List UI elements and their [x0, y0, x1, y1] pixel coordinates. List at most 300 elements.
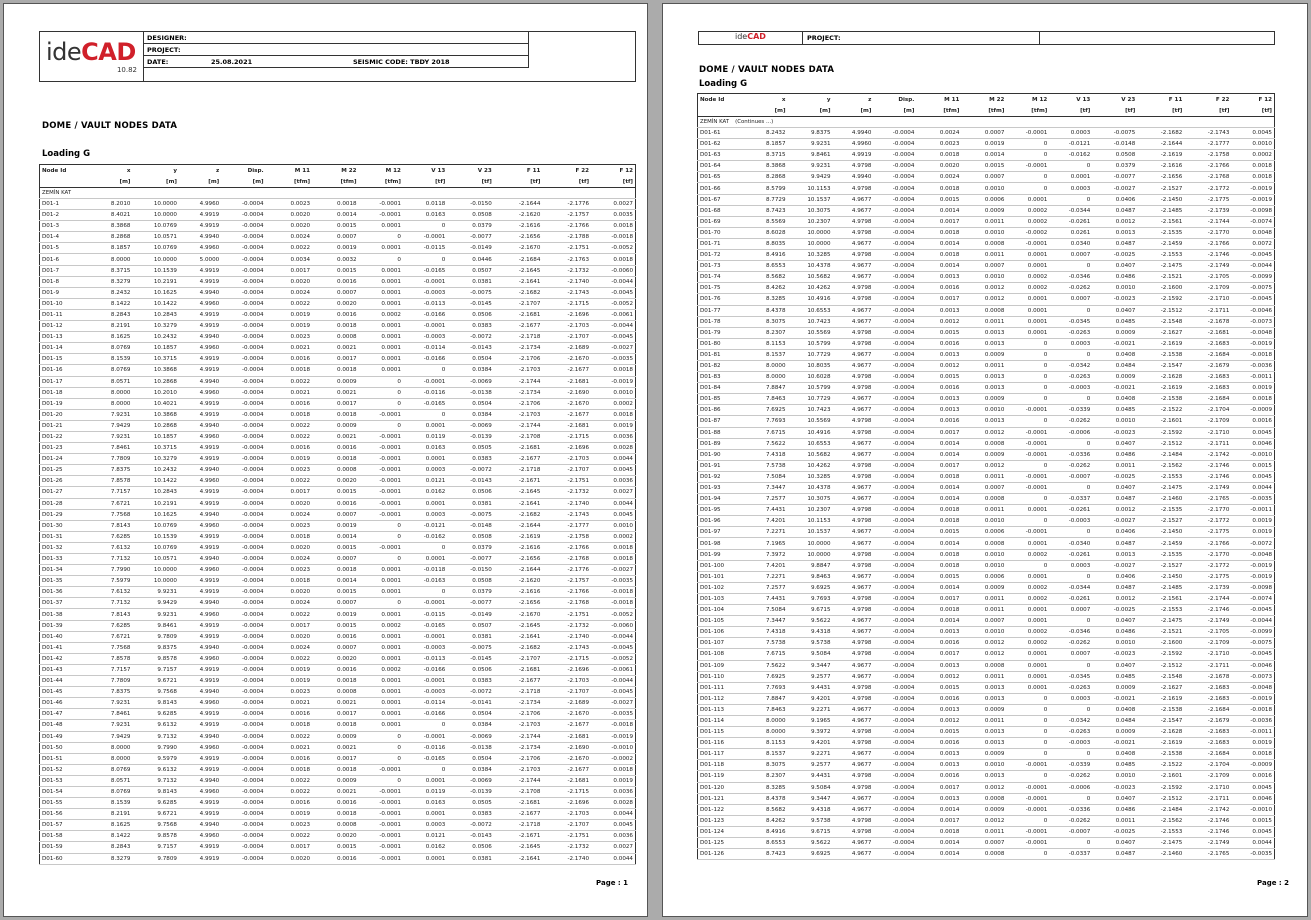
table-row: [698, 815, 1275, 826]
value-cell: -0.0099: [1231, 627, 1274, 638]
column-unit: [tfm]: [1006, 105, 1049, 117]
value-cell: 0.0505: [447, 443, 493, 454]
value-cell: 0.0507: [447, 620, 493, 631]
value-cell: -0.0001: [359, 431, 403, 442]
value-cell: 0.0383: [447, 809, 493, 820]
value-cell: 0.0008: [961, 538, 1006, 549]
value-cell: 4.9798: [833, 516, 874, 527]
value-cell: -2.1670: [542, 709, 591, 720]
value-cell: -2.1710: [1184, 427, 1231, 438]
table-row: [40, 653, 636, 664]
date-value: 25.08.2021: [211, 58, 253, 66]
date-row: [143, 56, 528, 68]
value-cell: -2.1739: [1184, 582, 1231, 593]
value-cell: 7.6285: [90, 531, 132, 542]
value-cell: 0: [359, 742, 403, 753]
value-cell: 4.9798: [833, 471, 874, 482]
value-cell: -2.1547: [1137, 360, 1184, 371]
value-cell: 0: [1049, 305, 1092, 316]
value-cell: -2.1677: [542, 720, 591, 731]
column-header: F 11: [494, 165, 543, 177]
value-cell: 0.0072: [1231, 238, 1274, 249]
table-row: [40, 365, 636, 376]
value-cell: -0.0263: [1049, 327, 1092, 338]
value-cell: 0.0013: [916, 272, 961, 283]
value-cell: 10.1153: [788, 183, 833, 194]
value-cell: 8.0000: [747, 372, 788, 383]
node-id-cell: D01-110: [698, 671, 747, 682]
value-cell: -0.0004: [221, 565, 265, 576]
value-cell: 0: [1006, 183, 1049, 194]
value-cell: -0.0004: [873, 405, 916, 416]
value-cell: 10.5799: [788, 383, 833, 394]
value-cell: -2.1512: [1137, 660, 1184, 671]
value-cell: 0.0045: [1231, 826, 1274, 837]
value-cell: 7.6132: [90, 542, 132, 553]
value-cell: -0.0045: [1231, 294, 1274, 305]
value-cell: -2.1670: [494, 609, 543, 620]
value-cell: -0.0001: [359, 509, 403, 520]
value-cell: 8.3279: [90, 853, 132, 864]
value-cell: 0.0163: [403, 210, 447, 221]
value-cell: 0.0019: [961, 139, 1006, 150]
value-cell: 4.9919: [179, 354, 221, 365]
node-id-cell: D01-41: [40, 642, 91, 653]
value-cell: 7.6715: [747, 427, 788, 438]
value-cell: 0.0011: [961, 360, 1006, 371]
value-cell: 0.0010: [961, 627, 1006, 638]
value-cell: -0.0098: [1231, 205, 1274, 216]
value-cell: 0.0016: [916, 693, 961, 704]
value-cell: 0.0015: [1231, 460, 1274, 471]
value-cell: 0.0506: [447, 664, 493, 675]
value-cell: 7.8461: [90, 709, 132, 720]
value-cell: 0.0015: [916, 727, 961, 738]
value-cell: -0.0035: [591, 354, 635, 365]
value-cell: -2.1775: [1184, 571, 1231, 582]
value-cell: 0.0012: [916, 715, 961, 726]
value-cell: -2.1706: [494, 398, 543, 409]
value-cell: 9.4201: [788, 693, 833, 704]
value-cell: -2.1460: [1137, 494, 1184, 505]
node-id-cell: D01-86: [698, 405, 747, 416]
value-cell: -2.1690: [542, 742, 591, 753]
value-cell: 10.3075: [788, 494, 833, 505]
value-cell: 0.0009: [312, 731, 358, 742]
value-cell: 0: [359, 775, 403, 786]
value-cell: 7.9231: [90, 409, 132, 420]
value-cell: 0.0407: [1092, 793, 1137, 804]
value-cell: -2.1742: [1184, 804, 1231, 815]
value-cell: -2.1684: [494, 254, 543, 265]
table-row: [40, 332, 636, 343]
value-cell: -0.0004: [873, 793, 916, 804]
value-cell: -0.0004: [873, 205, 916, 216]
value-cell: -2.1548: [1137, 671, 1184, 682]
value-cell: 0.0015: [312, 542, 358, 553]
value-cell: -0.0004: [873, 538, 916, 549]
value-cell: 4.9798: [833, 283, 874, 294]
value-cell: 0.0048: [1231, 227, 1274, 238]
value-cell: 4.9798: [833, 593, 874, 604]
value-cell: -0.0345: [1049, 671, 1092, 682]
value-cell: 0.0485: [1092, 671, 1137, 682]
loading-label: Loading G: [42, 149, 91, 159]
value-cell: 0.0381: [447, 276, 493, 287]
value-cell: 9.9231: [788, 139, 833, 150]
value-cell: -0.0036: [1231, 360, 1274, 371]
value-cell: 0.0017: [916, 460, 961, 471]
value-cell: 0.0010: [961, 560, 1006, 571]
value-cell: 0.0008: [961, 494, 1006, 505]
value-cell: 4.9940: [179, 420, 221, 431]
value-cell: 8.0000: [747, 715, 788, 726]
value-cell: -2.1628: [1137, 372, 1184, 383]
value-cell: 0.0407: [1092, 660, 1137, 671]
node-id-cell: D01-55: [40, 798, 91, 809]
value-cell: -2.1681: [542, 376, 591, 387]
value-cell: 0.0504: [447, 709, 493, 720]
value-cell: 0.0023: [266, 199, 312, 210]
value-cell: 0.0408: [1092, 394, 1137, 405]
value-cell: -0.0165: [403, 265, 447, 276]
value-cell: -2.1535: [1137, 227, 1184, 238]
value-cell: 0.0018: [312, 199, 358, 210]
value-cell: -2.1679: [1184, 360, 1231, 371]
value-cell: -0.0263: [1049, 727, 1092, 738]
value-cell: 0.0011: [961, 715, 1006, 726]
value-cell: 10.4916: [788, 427, 833, 438]
value-cell: -2.1670: [542, 753, 591, 764]
value-cell: -2.1710: [1184, 294, 1231, 305]
value-cell: 10.1625: [132, 509, 178, 520]
value-cell: 0.0407: [1092, 483, 1137, 494]
value-cell: -2.1742: [1184, 449, 1231, 460]
table-row: [40, 498, 636, 509]
node-id-cell: D01-117: [698, 749, 747, 760]
value-cell: 0.0007: [961, 128, 1006, 139]
value-cell: 0.0012: [961, 782, 1006, 793]
value-cell: 0.0017: [312, 753, 358, 764]
value-cell: 0.0007: [312, 598, 358, 609]
table-row: [698, 538, 1275, 549]
value-cell: 0.0407: [1092, 261, 1137, 272]
value-cell: -2.1682: [494, 287, 543, 298]
value-cell: 0.0021: [312, 431, 358, 442]
value-cell: 4.9677: [833, 238, 874, 249]
value-cell: 4.9798: [833, 682, 874, 693]
value-cell: -2.1715: [542, 298, 591, 309]
value-cell: 10.0769: [132, 542, 178, 553]
value-cell: 4.9798: [833, 505, 874, 516]
value-cell: -0.0004: [221, 443, 265, 454]
value-cell: -0.0075: [447, 509, 493, 520]
value-cell: 8.3868: [747, 161, 788, 172]
table-row: [40, 199, 636, 210]
value-cell: -2.1678: [1184, 671, 1231, 682]
value-cell: -0.0001: [1006, 760, 1049, 771]
value-cell: -0.0018: [591, 587, 635, 598]
value-cell: 7.6132: [90, 587, 132, 598]
value-cell: 9.9429: [788, 172, 833, 183]
table-row: [40, 587, 636, 598]
value-cell: 0.0003: [1049, 128, 1092, 139]
value-cell: -2.1768: [542, 554, 591, 565]
value-cell: -2.1681: [542, 731, 591, 742]
value-cell: 7.2271: [747, 527, 788, 538]
value-cell: -2.1684: [1184, 349, 1231, 360]
value-cell: -0.0004: [873, 338, 916, 349]
value-cell: 4.9677: [833, 527, 874, 538]
value-cell: 4.9919: [179, 265, 221, 276]
value-cell: 7.5622: [747, 438, 788, 449]
value-cell: 0.0017: [312, 354, 358, 365]
loading-label: Loading G: [699, 79, 748, 89]
value-cell: -0.0048: [1231, 327, 1274, 338]
node-id-cell: D01-38: [40, 609, 91, 620]
value-cell: 0.0013: [916, 793, 961, 804]
value-cell: -0.0004: [221, 809, 265, 820]
value-cell: -2.1645: [494, 265, 543, 276]
node-id-cell: D01-113: [698, 704, 747, 715]
table-row: [40, 210, 636, 221]
value-cell: 4.9798: [833, 416, 874, 427]
value-cell: 0.0021: [266, 387, 312, 398]
table-row: [698, 849, 1275, 860]
value-cell: 0.0018: [266, 764, 312, 775]
value-cell: 4.9798: [833, 560, 874, 571]
value-cell: -2.1670: [542, 354, 591, 365]
value-cell: -0.0138: [447, 742, 493, 753]
value-cell: -2.1744: [494, 420, 543, 431]
value-cell: 0.0018: [916, 560, 961, 571]
value-cell: -2.1705: [1184, 627, 1231, 638]
value-cell: -2.1746: [1184, 605, 1231, 616]
value-cell: -2.1703: [494, 720, 543, 731]
value-cell: -0.0004: [873, 471, 916, 482]
column-header: y: [788, 94, 833, 106]
value-cell: 0.0013: [961, 416, 1006, 427]
table-row: [40, 232, 636, 243]
value-cell: 7.2271: [747, 571, 788, 582]
value-cell: 9.5084: [788, 782, 833, 793]
value-cell: 0: [1006, 516, 1049, 527]
value-cell: 0.0014: [312, 531, 358, 542]
value-cell: 0.0020: [266, 542, 312, 553]
value-cell: -0.0004: [221, 620, 265, 631]
value-cell: 0.0027: [591, 199, 635, 210]
value-cell: 0.0007: [1049, 294, 1092, 305]
value-cell: 0.0001: [1006, 261, 1049, 272]
value-cell: 4.9798: [833, 460, 874, 471]
value-cell: 0.0001: [359, 365, 403, 376]
column-header: V 23: [1092, 94, 1137, 106]
node-id-cell: D01-43: [40, 664, 91, 675]
value-cell: 0.0001: [1006, 316, 1049, 327]
table-row: [698, 704, 1275, 715]
value-cell: -2.1788: [542, 232, 591, 243]
value-cell: 0.0406: [1092, 194, 1137, 205]
table-row: [40, 809, 636, 820]
value-cell: -0.0009: [1231, 760, 1274, 771]
value-cell: -0.0346: [1049, 627, 1092, 638]
node-id-cell: D01-94: [698, 494, 747, 505]
table-row: [698, 715, 1275, 726]
column-header: Node Id: [698, 94, 747, 106]
value-cell: 9.5084: [788, 649, 833, 660]
value-cell: -0.0052: [591, 298, 635, 309]
value-cell: 0.0019: [266, 676, 312, 687]
value-cell: -2.1600: [1137, 638, 1184, 649]
value-cell: -0.0150: [447, 199, 493, 210]
value-cell: 8.1153: [747, 338, 788, 349]
node-id-cell: D01-109: [698, 660, 747, 671]
value-cell: 0.0001: [1006, 605, 1049, 616]
value-cell: 0.0022: [266, 298, 312, 309]
table-row: [40, 276, 636, 287]
table-row: [40, 265, 636, 276]
value-cell: -0.0261: [1049, 505, 1092, 516]
value-cell: 4.9960: [179, 476, 221, 487]
value-cell: 4.9919: [179, 276, 221, 287]
value-cell: -2.1527: [1137, 560, 1184, 571]
node-id-cell: D01-14: [40, 343, 91, 354]
value-cell: 0.0012: [916, 360, 961, 371]
value-cell: 0.0003: [403, 509, 447, 520]
value-cell: 0.0015: [1231, 815, 1274, 826]
value-cell: -2.1620: [494, 210, 543, 221]
value-cell: -0.0004: [873, 460, 916, 471]
value-cell: -2.1696: [542, 443, 591, 454]
table-row: [698, 460, 1275, 471]
node-id-cell: D01-116: [698, 738, 747, 749]
value-cell: -2.1681: [494, 798, 543, 809]
value-cell: -0.0004: [873, 582, 916, 593]
value-cell: -0.0001: [1006, 161, 1049, 172]
value-cell: -0.0001: [359, 542, 403, 553]
node-id-cell: D01-73: [698, 261, 747, 272]
value-cell: 0.0506: [447, 842, 493, 853]
header-row-units: [698, 105, 1275, 117]
value-cell: -2.1746: [1184, 250, 1231, 261]
value-cell: 8.0769: [90, 764, 132, 775]
value-cell: -0.0004: [873, 704, 916, 715]
value-cell: -0.0007: [1049, 471, 1092, 482]
value-cell: 0.0001: [1006, 505, 1049, 516]
value-cell: 10.1537: [788, 194, 833, 205]
value-cell: 0.0008: [961, 849, 1006, 860]
value-cell: -2.1703: [542, 321, 591, 332]
value-cell: 8.4378: [747, 793, 788, 804]
value-cell: -0.0060: [591, 265, 635, 276]
value-cell: 7.5084: [747, 471, 788, 482]
value-cell: 10.1539: [132, 531, 178, 542]
table-row: [698, 183, 1275, 194]
value-cell: -2.1641: [494, 276, 543, 287]
value-cell: -0.0004: [221, 254, 265, 265]
value-cell: -0.0113: [403, 653, 447, 664]
value-cell: 10.2191: [132, 498, 178, 509]
value-cell: 8.1153: [747, 738, 788, 749]
value-cell: 9.7132: [132, 775, 178, 786]
node-id-cell: D01-81: [698, 349, 747, 360]
value-cell: -0.0001: [403, 598, 447, 609]
value-cell: 9.4201: [788, 738, 833, 749]
value-cell: 0.0020: [266, 498, 312, 509]
value-cell: 0.0013: [961, 727, 1006, 738]
value-cell: 0.0013: [916, 760, 961, 771]
value-cell: -0.0139: [447, 786, 493, 797]
node-id-cell: D01-17: [40, 376, 91, 387]
table-row: [40, 576, 636, 587]
value-cell: 9.1965: [788, 715, 833, 726]
table-row: [698, 516, 1275, 527]
table-row: [698, 793, 1275, 804]
value-cell: -0.0004: [221, 309, 265, 320]
value-cell: -2.1734: [494, 698, 543, 709]
value-cell: -2.1527: [1137, 183, 1184, 194]
node-id-cell: D01-64: [698, 161, 747, 172]
value-cell: 0.0012: [1092, 593, 1137, 604]
value-cell: 0.0002: [1231, 150, 1274, 161]
node-id-cell: D01-115: [698, 727, 747, 738]
value-cell: -0.0138: [447, 387, 493, 398]
value-cell: -0.0025: [1092, 826, 1137, 837]
value-cell: 8.0769: [90, 365, 132, 376]
value-cell: 0.0007: [961, 483, 1006, 494]
value-cell: 10.5569: [788, 327, 833, 338]
value-cell: 0.0010: [591, 520, 635, 531]
value-cell: 8.2191: [90, 321, 132, 332]
value-cell: 0.0408: [1092, 749, 1137, 760]
value-cell: -0.0149: [447, 243, 493, 254]
value-cell: -0.0004: [221, 420, 265, 431]
value-cell: 9.6721: [132, 676, 178, 687]
value-cell: 0.0001: [359, 221, 403, 232]
value-cell: 0.0446: [447, 254, 493, 265]
table-row: [40, 298, 636, 309]
value-cell: -0.0004: [221, 509, 265, 520]
value-cell: 0.0001: [359, 565, 403, 576]
value-cell: 0: [359, 731, 403, 742]
value-cell: -0.0263: [1049, 372, 1092, 383]
value-cell: -0.0165: [403, 620, 447, 631]
value-cell: 0.0016: [312, 664, 358, 675]
table-row: [40, 731, 636, 742]
value-cell: -2.1766: [1184, 161, 1231, 172]
value-cell: 0.0487: [1092, 238, 1137, 249]
table-row: [40, 343, 636, 354]
value-cell: -2.1644: [494, 520, 543, 531]
value-cell: 9.7157: [132, 664, 178, 675]
value-cell: 9.7132: [132, 731, 178, 742]
value-cell: 0.0407: [1092, 616, 1137, 627]
value-cell: 0.0018: [591, 554, 635, 565]
value-cell: -0.0073: [1231, 671, 1274, 682]
node-id-cell: D01-102: [698, 582, 747, 593]
value-cell: 4.9940: [179, 642, 221, 653]
value-cell: -2.1751: [542, 476, 591, 487]
value-cell: 0.0007: [1049, 250, 1092, 261]
value-cell: -0.0004: [221, 298, 265, 309]
value-cell: 10.0000: [788, 238, 833, 249]
value-cell: 0.0486: [1092, 804, 1137, 815]
value-cell: 4.9940: [179, 820, 221, 831]
value-cell: 0.0018: [916, 605, 961, 616]
value-cell: 0.0001: [359, 265, 403, 276]
value-cell: 0.0023: [266, 465, 312, 476]
value-cell: -0.0004: [221, 698, 265, 709]
